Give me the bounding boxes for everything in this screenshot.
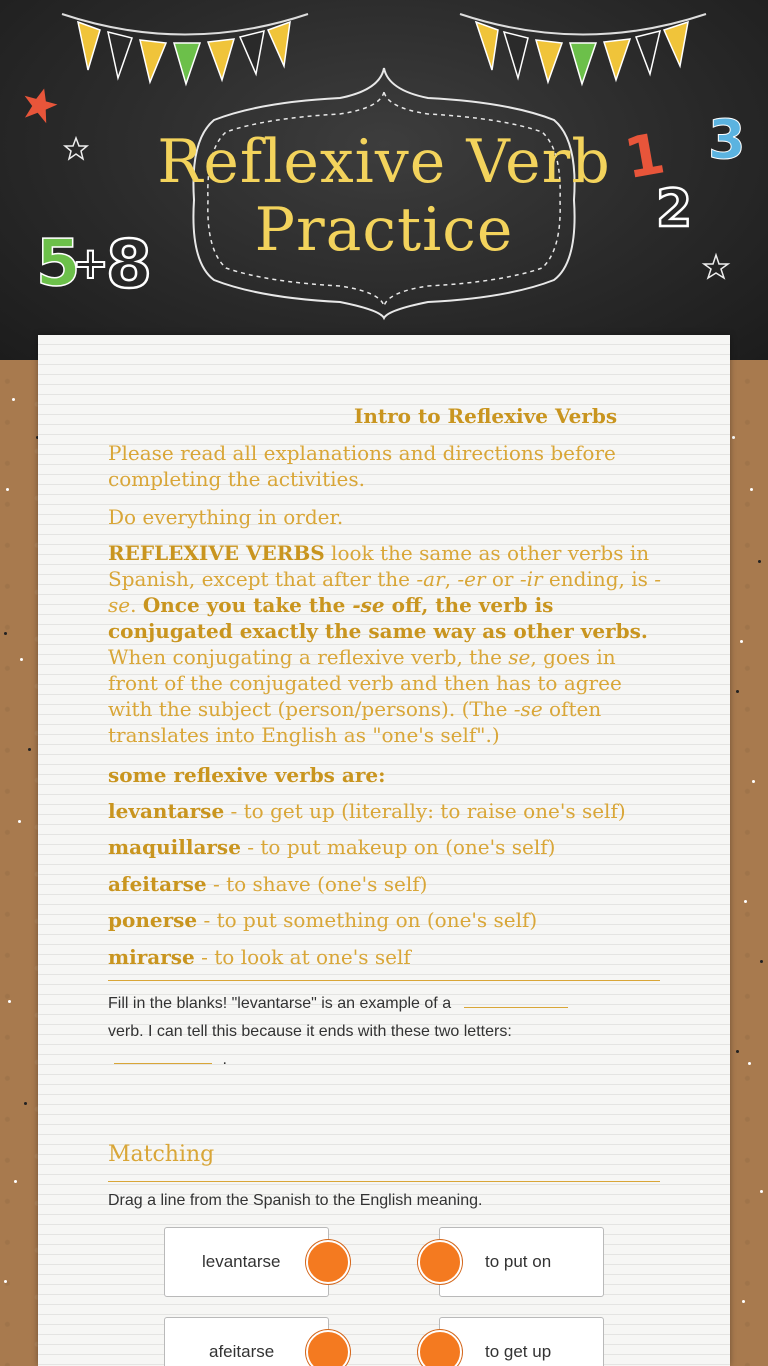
page-title-line2: Practice bbox=[254, 195, 514, 265]
p3-se3: -se bbox=[513, 697, 543, 721]
p3-bold-a: Once you take the bbox=[142, 593, 353, 617]
page-title bbox=[0, 128, 768, 264]
fill-blank-line-2: verb. I can tell this because it ends with these two letters: bbox=[108, 1023, 512, 1040]
match-left-connector[interactable] bbox=[306, 1330, 350, 1366]
match-left-item[interactable] bbox=[164, 1227, 329, 1297]
verb-term: mirarse bbox=[108, 945, 195, 969]
p3-bold-se: -se bbox=[352, 593, 385, 617]
blank-input-2[interactable] bbox=[114, 1063, 212, 1064]
p3-text-d: When conjugating a reflexive verb, the bbox=[108, 645, 509, 669]
blank-input-1[interactable] bbox=[464, 1007, 568, 1008]
verb-term: maquillarse bbox=[108, 835, 241, 859]
verb-term: levantarse bbox=[108, 799, 225, 823]
match-left-label: levantarse bbox=[202, 1252, 281, 1271]
verb-item bbox=[108, 834, 668, 860]
fill-blank-line-1 bbox=[108, 990, 668, 1018]
verb-term: afeitarse bbox=[108, 872, 207, 896]
svg-text:1: 1 bbox=[619, 121, 670, 193]
verb-item bbox=[108, 907, 668, 933]
chalkboard-header bbox=[0, 0, 768, 360]
p3-ar: -ar bbox=[416, 567, 445, 591]
p3-bold-sentence bbox=[108, 593, 648, 643]
p3-ir: -ir bbox=[519, 567, 543, 591]
p3-se2: se bbox=[508, 645, 531, 669]
match-right-label: to get up bbox=[485, 1342, 552, 1361]
verb-meaning: - to look at one's self bbox=[194, 945, 411, 969]
verb-term: ponerse bbox=[108, 908, 198, 932]
svg-text:3: 3 bbox=[708, 108, 746, 171]
fill-blank-text-c: . bbox=[222, 1051, 227, 1068]
verb-meaning: - to shave (one's self) bbox=[206, 872, 428, 896]
p3-se: -se bbox=[108, 567, 662, 617]
p3-comma: , bbox=[444, 567, 458, 591]
matching-title: Matching bbox=[108, 1142, 215, 1167]
match-left-item[interactable] bbox=[164, 1317, 329, 1366]
intro-paragraph-3 bbox=[108, 540, 668, 748]
match-right-label: to put on bbox=[485, 1252, 552, 1271]
match-left-label: afeitarse bbox=[209, 1342, 275, 1361]
verb-meaning: - to put something on (one's self) bbox=[197, 908, 538, 932]
p3-or: or bbox=[485, 567, 520, 591]
p3-text-c: . bbox=[130, 593, 143, 617]
intro-heading: Intro to Reflexive Verbs bbox=[354, 404, 618, 428]
section-divider bbox=[108, 980, 660, 981]
p3-text-b: ending, is bbox=[542, 567, 655, 591]
p3-text-a: look the same as other verbs in Spanish, except that after the bbox=[108, 541, 650, 591]
verb-meaning: - to get up (literally: to raise one's self) bbox=[224, 799, 626, 823]
verb-item bbox=[108, 871, 668, 897]
verb-list-heading bbox=[108, 762, 668, 788]
p3-er: -er bbox=[457, 567, 486, 591]
fill-blank-text-a: Fill in the blanks! "levantarse" is an example of a bbox=[108, 995, 452, 1012]
p3-text-f: often translates into English as "one's self".) bbox=[108, 697, 602, 747]
page-title-line1: Reflexive Verb bbox=[157, 127, 611, 197]
bunting-right-icon bbox=[460, 14, 706, 84]
verb-meaning: - to put makeup on (one's self) bbox=[240, 835, 556, 859]
verb-item bbox=[108, 944, 668, 970]
p3-bold-b: off, the verb is conjugated exactly the same way as other verbs. bbox=[108, 593, 648, 643]
match-right-connector[interactable] bbox=[418, 1240, 462, 1284]
svg-text:2: 2 bbox=[656, 179, 693, 239]
match-right-item[interactable] bbox=[439, 1317, 604, 1366]
svg-text:8: 8 bbox=[106, 226, 152, 303]
intro-paragraph-2: Do everything in order. bbox=[108, 505, 344, 529]
match-left-connector[interactable] bbox=[306, 1240, 350, 1284]
fill-blank-line-3 bbox=[108, 1046, 668, 1074]
svg-text:5: 5 bbox=[36, 227, 81, 301]
verb-item bbox=[108, 798, 668, 824]
match-right-connector[interactable] bbox=[418, 1330, 462, 1366]
matching-directions: Drag a line from the Spanish to the English meaning. bbox=[108, 1192, 483, 1209]
match-right-item[interactable] bbox=[439, 1227, 604, 1297]
svg-text:+: + bbox=[72, 238, 109, 289]
reflexive-verbs-term: REFLEXIVE VERBS bbox=[108, 541, 325, 565]
matching-divider bbox=[108, 1181, 660, 1182]
p3-text-e: , goes in front of the conjugated verb and then has to agree with the subject (person/persons). (The bbox=[108, 645, 622, 721]
intro-paragraph-1: Please read all explanations and directions before completing the activities. bbox=[108, 441, 616, 491]
bunting-left-icon bbox=[62, 14, 308, 84]
verb-list-heading-text: some reflexive verbs are: bbox=[108, 763, 386, 787]
